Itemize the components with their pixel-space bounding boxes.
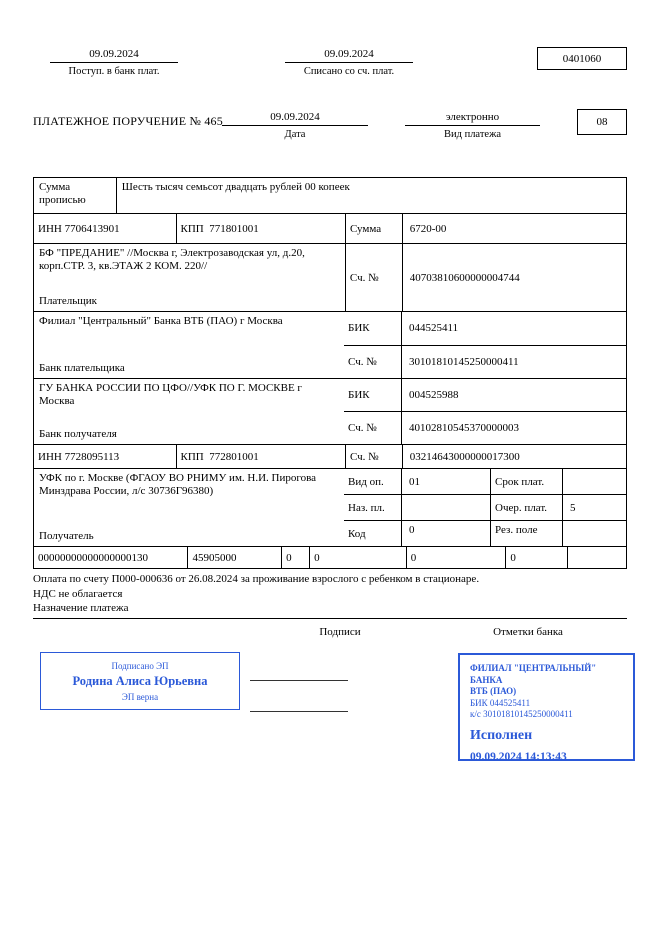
- priority-value: 5: [562, 495, 626, 520]
- payer-name: БФ "ПРЕДАНИЕ" //Москва г, Электрозаводская ул, д.20, корп.СТР. 3, кв.ЭТАЖ 2 КОМ. 220//: [39, 247, 305, 272]
- beneficiary-kpp: КПП 772801001: [176, 445, 345, 468]
- bank-stamp-bik: БИК 044525411: [470, 697, 531, 708]
- budget-codes-row: [34, 546, 626, 568]
- beneficiary-bank-account: 40102810545370000003: [401, 412, 626, 444]
- signature-line-1: [250, 680, 348, 681]
- beneficiary-bank-account-subrow: [344, 411, 626, 444]
- bank-stamp-corr-account: к/с 30101810145250000411: [470, 709, 573, 719]
- payer-bank-account-subrow: [344, 345, 626, 379]
- ep-signer-name: Родина Алиса Юрьевна: [72, 673, 208, 688]
- debited-date-field: [285, 48, 413, 77]
- payer-bank-account: 30101810145250000411: [401, 346, 626, 379]
- payer-inn-row: [34, 213, 626, 243]
- beneficiary-bank-cell: [34, 379, 344, 444]
- beneficiary-account-label: Сч. №: [345, 445, 402, 468]
- e-signature-stamp: [40, 652, 240, 710]
- beneficiary-section-label: Получатель: [39, 530, 94, 542]
- payer-bank-bik-label: БИК: [348, 322, 370, 335]
- debited-date-value: 09.09.2024: [285, 48, 413, 63]
- ep-valid-label: ЭП верна: [121, 691, 159, 702]
- document-date-label: Дата: [284, 129, 306, 140]
- period-value: 0: [309, 547, 406, 568]
- beneficiary-inn: ИНН 7728095113: [38, 450, 120, 463]
- beneficiary-cell: [34, 469, 344, 546]
- reserve-value: [562, 521, 626, 546]
- code-label: Код: [348, 527, 366, 540]
- payer-bank-cell: [34, 312, 344, 378]
- payment-order-table: [33, 177, 627, 569]
- beneficiary-bank-bik: 004525988: [401, 379, 626, 411]
- beneficiary-account: 03214643000000017300: [402, 445, 626, 468]
- document-date-field: [222, 111, 368, 140]
- op-type-subrow: [344, 469, 626, 494]
- beneficiary-bank-section-label: Банк получателя: [39, 428, 117, 440]
- pay-term-label: Срок плат.: [490, 469, 562, 494]
- beneficiary-bank-codes: [344, 379, 626, 444]
- beneficiary-name: УФК по г. Москве (ФГАОУ ВО РНИМУ им. Н.И. Пирогова Минздрава России, л/с 30736Г96380): [39, 472, 317, 497]
- amount-words-value: Шесть тысяч семьсот двадцать рублей 00 копеек: [116, 178, 626, 213]
- payer-bank-section-label: Банк плательщика: [39, 362, 125, 374]
- beneficiary-row: [34, 468, 626, 546]
- pay-term-value: [562, 469, 626, 494]
- bank-stamp-branch-line2: ВТБ (ПАО): [470, 686, 517, 696]
- beneficiary-bank-row: [34, 378, 626, 444]
- purpose-line1: Оплата по счету П000-000636 от 26.08.2024 за проживание взрослого с ребенком в стационаре.: [33, 573, 480, 585]
- priority-label: Очер. плат.: [490, 495, 562, 520]
- purpose-code-value: [401, 495, 490, 520]
- bank-stamp-branch-line1: ФИЛИАЛ "ЦЕНТРАЛЬНЫЙ" БАНКА: [470, 663, 597, 685]
- oktmo-value: 45905000: [187, 547, 281, 568]
- payment-kind-label: Вид платежа: [443, 129, 501, 140]
- payer-section-label: Плательщик: [39, 295, 97, 307]
- amount-label: Сумма: [345, 214, 402, 243]
- operation-details: [344, 469, 626, 546]
- payer-kpp: КПП 771801001: [176, 214, 345, 243]
- ep-signed-label: Подписано ЭП: [111, 660, 169, 671]
- payer-account-label: Сч. №: [345, 244, 402, 311]
- document-date-value: 09.09.2024: [222, 111, 368, 126]
- code-value: 0: [401, 521, 490, 546]
- bank-stamp-timestamp: 09.09.2024 14:13:43: [470, 750, 567, 763]
- bank-execution-stamp: [458, 653, 635, 761]
- beneficiary-bank-name: ГУ БАНКА РОССИИ ПО ЦФО//УФК ПО Г. МОСКВЕ г Москва: [39, 382, 302, 407]
- payer-bank-name: Филиал "Центральный" Банка ВТБ (ПАО) г Москва: [39, 315, 283, 327]
- form-code-box: 0401060: [537, 47, 627, 70]
- beneficiary-bank-bik-label: БИК: [348, 389, 370, 401]
- type-value: [567, 547, 626, 568]
- signatures-label: Подписи: [319, 626, 361, 638]
- amount-value: 6720-00: [402, 214, 626, 243]
- bank-stamp-status: Исполнен: [470, 727, 533, 743]
- beneficiary-bank-bik-subrow: [344, 379, 626, 411]
- payer-cell: [34, 244, 345, 311]
- number-value: 0: [406, 547, 506, 568]
- payer-bank-account-label: Сч. №: [348, 355, 377, 368]
- bank-marks-label: Отметки банка: [493, 626, 563, 638]
- amount-words-row: [34, 178, 626, 213]
- amount-words-label: Сумма прописью: [39, 181, 86, 206]
- kbk-value: 00000000000000000130: [38, 551, 148, 564]
- payer-bank-bik-subrow: [344, 312, 626, 345]
- purpose-section-label: Назначение платежа: [33, 602, 627, 619]
- beneficiary-bank-account-label: Сч. №: [348, 422, 377, 434]
- date-value: 0: [505, 547, 567, 568]
- purpose-code-subrow: [344, 494, 626, 520]
- payer-bank-bik: 044525411: [401, 312, 626, 345]
- payer-account: 40703810600000004744: [402, 244, 626, 311]
- payer-bank-codes: [344, 312, 626, 378]
- received-date-value: 09.09.2024: [50, 48, 178, 63]
- debited-date-label: Списано со сч. плат.: [303, 66, 395, 77]
- purpose-text: [33, 572, 627, 602]
- payer-row: [34, 243, 626, 311]
- purpose-line2: НДС не облагается: [33, 588, 123, 600]
- payment-kind-value: электронно: [405, 111, 540, 126]
- beneficiary-inn-row: [34, 444, 626, 468]
- op-type-value: 01: [401, 469, 490, 494]
- basis-value: 0: [281, 547, 309, 568]
- received-date-field: [50, 48, 178, 77]
- signature-line-2: [250, 711, 348, 712]
- payer-bank-row: [34, 311, 626, 378]
- payment-kind-field: [405, 111, 540, 140]
- received-date-label: Поступ. в банк плат.: [68, 66, 160, 77]
- purpose-code-label: Наз. пл.: [348, 501, 385, 514]
- status-code-box: 08: [577, 109, 627, 135]
- code-subrow: [344, 520, 626, 546]
- payer-inn: ИНН 7706413901: [38, 222, 120, 235]
- op-type-label: Вид оп.: [348, 475, 384, 488]
- reserve-label: Рез. поле: [490, 521, 562, 546]
- document-title: ПЛАТЕЖНОЕ ПОРУЧЕНИЕ № 465: [33, 114, 223, 128]
